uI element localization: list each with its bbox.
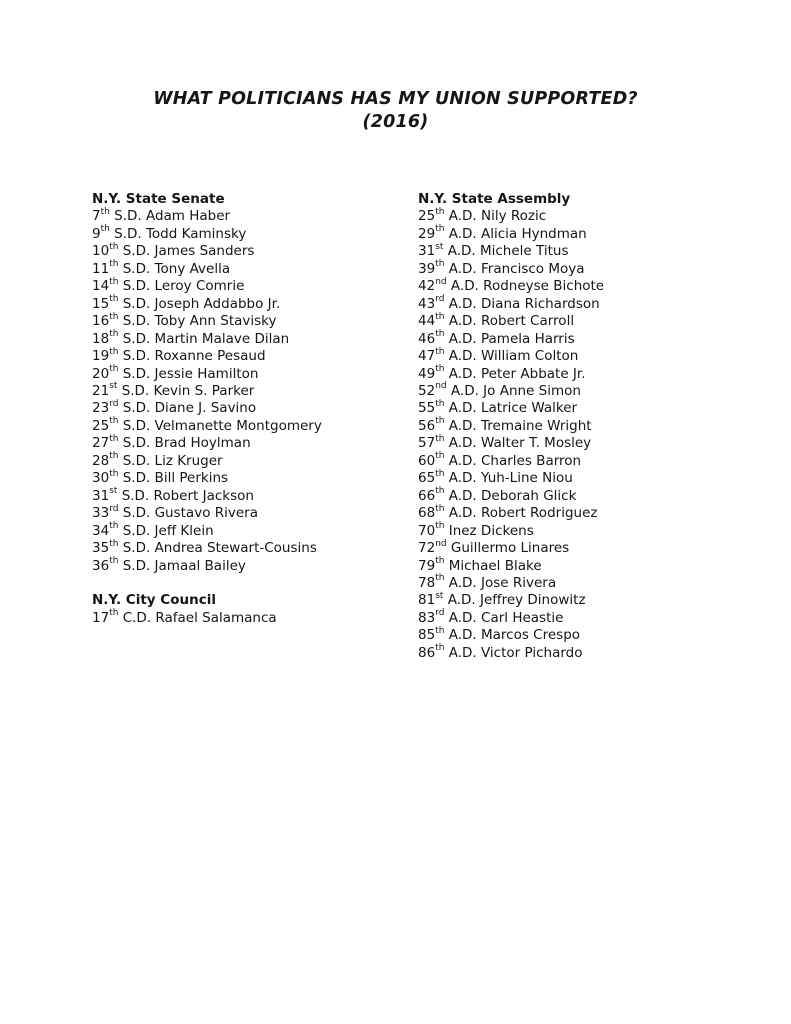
- column-right: [418, 191, 771, 662]
- list-item: [92, 453, 418, 470]
- district-number: 68: [418, 505, 436, 522]
- district-number: 21: [92, 382, 110, 399]
- list-item: [92, 313, 418, 330]
- office-abbr: A.D.: [444, 313, 477, 330]
- office-abbr: S.D.: [118, 400, 151, 417]
- ordinal-suffix: th: [435, 224, 445, 235]
- person-name: Diane J. Savino: [150, 400, 257, 417]
- person-name: Jeffrey Dinowitz: [475, 592, 586, 609]
- document-title: [0, 88, 791, 134]
- office-abbr: S.D.: [118, 348, 151, 365]
- person-name: Gustavo Rivera: [150, 505, 258, 522]
- district-number: 85: [418, 627, 436, 644]
- district-number: 70: [418, 522, 436, 539]
- person-name: Toby Ann Stavisky: [150, 313, 277, 330]
- list-item: [92, 208, 418, 225]
- office-abbr: A.D.: [444, 644, 477, 661]
- person-name: Peter Abbate Jr.: [476, 365, 586, 382]
- district-number: 72: [418, 540, 436, 557]
- office-abbr: A.D.: [444, 435, 477, 452]
- district-number: 30: [92, 470, 110, 487]
- person-name: Velmanette Montgomery: [150, 417, 322, 434]
- office-abbr: A.D.: [444, 627, 477, 644]
- district-number: 15: [92, 295, 110, 312]
- ordinal-suffix: th: [109, 608, 119, 619]
- ordinal-suffix: th: [435, 451, 445, 462]
- person-name: Brad Hoylman: [150, 435, 251, 452]
- ordinal-suffix: rd: [435, 608, 445, 619]
- district-number: 27: [92, 435, 110, 452]
- list-item: [92, 226, 418, 243]
- district-number: 65: [418, 470, 436, 487]
- office-abbr: A.D.: [444, 295, 477, 312]
- person-name: Robert Rodriguez: [476, 505, 598, 522]
- office-abbr: A.D.: [444, 452, 477, 469]
- office-abbr: A.D.: [444, 417, 477, 434]
- person-name: Walter T. Mosley: [476, 435, 592, 452]
- list-item: [418, 558, 771, 575]
- office-abbr: S.D.: [118, 243, 151, 260]
- office-abbr: A.D.: [444, 260, 477, 277]
- person-name: Rodneyse Bichote: [478, 278, 605, 295]
- ordinal-suffix: rd: [435, 294, 445, 305]
- office-abbr: S.D.: [118, 278, 151, 295]
- list-item: [92, 540, 418, 557]
- office-abbr: A.D.: [446, 278, 479, 295]
- district-number: 31: [418, 243, 436, 260]
- ordinal-suffix: th: [435, 259, 445, 270]
- ordinal-suffix: th: [109, 538, 119, 549]
- district-number: 14: [92, 278, 110, 295]
- person-name: Inez Dickens: [444, 522, 534, 539]
- list-item: [92, 400, 418, 417]
- person-name: William Colton: [476, 348, 579, 365]
- title-line-2: (2016): [362, 112, 429, 132]
- person-name: Adam Haber: [141, 208, 231, 225]
- ordinal-suffix: th: [435, 521, 445, 532]
- person-name: Andrea Stewart-Cousins: [150, 540, 317, 557]
- district-number: 19: [92, 348, 110, 365]
- list-item: [418, 575, 771, 592]
- list-item: [418, 453, 771, 470]
- office-abbr: S.D.: [118, 522, 151, 539]
- district-number: 78: [418, 574, 436, 591]
- district-number: 86: [418, 644, 436, 661]
- ordinal-suffix: st: [109, 381, 118, 392]
- list-item: [418, 383, 771, 400]
- district-number: 60: [418, 452, 436, 469]
- column-left: [92, 191, 418, 627]
- list-columns: [92, 191, 771, 662]
- office-abbr: A.D.: [444, 470, 477, 487]
- district-number: 34: [92, 522, 110, 539]
- person-name: Carl Heastie: [476, 609, 564, 626]
- list-item: [418, 348, 771, 365]
- ordinal-suffix: th: [435, 433, 445, 444]
- list-item: [92, 505, 418, 522]
- person-name: Kevin S. Parker: [149, 382, 255, 399]
- list-item: [92, 470, 418, 487]
- list-item: [418, 540, 771, 557]
- list-item: [418, 226, 771, 243]
- district-number: 23: [92, 400, 110, 417]
- district-number: 25: [92, 417, 110, 434]
- district-number: 35: [92, 540, 110, 557]
- district-number: 33: [92, 505, 110, 522]
- ordinal-suffix: th: [435, 398, 445, 409]
- ordinal-suffix: th: [435, 329, 445, 340]
- office-abbr: S.D.: [118, 313, 151, 330]
- person-name: Rafael Salamanca: [151, 609, 277, 626]
- list-item: [418, 418, 771, 435]
- person-name: Martin Malave Dilan: [150, 330, 290, 347]
- ordinal-suffix: nd: [435, 381, 447, 392]
- district-number: 42: [418, 278, 436, 295]
- list-item: [92, 523, 418, 540]
- district-number: 28: [92, 452, 110, 469]
- district-number: 9: [92, 225, 101, 242]
- person-name: Todd Kaminsky: [141, 225, 247, 242]
- list-item: [418, 435, 771, 452]
- district-number: 10: [92, 243, 110, 260]
- district-number: 11: [92, 260, 110, 277]
- ordinal-suffix: th: [109, 556, 119, 567]
- person-name: Tony Avella: [150, 260, 231, 277]
- district-number: 7: [92, 208, 101, 225]
- person-name: James Sanders: [150, 243, 255, 260]
- office-abbr: S.D.: [118, 540, 151, 557]
- ordinal-suffix: st: [435, 241, 444, 252]
- ordinal-suffix: th: [435, 556, 445, 567]
- office-abbr: S.D.: [118, 557, 151, 574]
- list-item: [92, 435, 418, 452]
- person-name: Jose Rivera: [476, 574, 557, 591]
- district-number: 81: [418, 592, 436, 609]
- office-abbr: S.D.: [118, 260, 151, 277]
- person-name: Guillermo Linares: [446, 540, 570, 557]
- ordinal-suffix: th: [109, 276, 119, 287]
- ordinal-suffix: st: [435, 590, 444, 601]
- person-name: Roxanne Pesaud: [150, 348, 266, 365]
- person-name: Latrice Walker: [476, 400, 578, 417]
- list-item: [418, 278, 771, 295]
- district-number: 55: [418, 400, 436, 417]
- list-item: [418, 366, 771, 383]
- person-name: Michele Titus: [475, 243, 569, 260]
- district-number: 66: [418, 487, 436, 504]
- office-abbr: C.D.: [118, 609, 152, 626]
- ordinal-suffix: th: [109, 294, 119, 305]
- list-item: [418, 610, 771, 627]
- person-name: Liz Kruger: [150, 452, 223, 469]
- ordinal-suffix: th: [100, 224, 110, 235]
- office-abbr: A.D.: [444, 400, 477, 417]
- ordinal-suffix: th: [109, 433, 119, 444]
- list-item: [418, 331, 771, 348]
- person-name: Charles Barron: [476, 452, 582, 469]
- office-abbr: A.D.: [443, 592, 476, 609]
- ordinal-suffix: th: [109, 329, 119, 340]
- office-abbr: A.D.: [444, 505, 477, 522]
- person-name: Yuh-Line Niou: [476, 470, 573, 487]
- district-number: 43: [418, 295, 436, 312]
- office-abbr: A.D.: [444, 330, 477, 347]
- office-abbr: S.D.: [118, 330, 151, 347]
- ordinal-suffix: th: [100, 206, 110, 217]
- person-name: Nily Rozic: [476, 208, 547, 225]
- ordinal-suffix: th: [109, 521, 119, 532]
- list-item: [418, 523, 771, 540]
- person-name: Bill Perkins: [150, 470, 229, 487]
- ordinal-suffix: th: [109, 311, 119, 322]
- ordinal-suffix: th: [109, 241, 119, 252]
- list-item: [418, 645, 771, 662]
- district-number: 36: [92, 557, 110, 574]
- person-name: Jamaal Bailey: [150, 557, 246, 574]
- person-name: Tremaine Wright: [476, 417, 592, 434]
- ordinal-suffix: th: [435, 206, 445, 217]
- office-abbr: S.D.: [118, 295, 151, 312]
- list-item: [92, 331, 418, 348]
- list-item: [92, 261, 418, 278]
- list-item: [418, 627, 771, 644]
- list-item: [418, 261, 771, 278]
- office-abbr: S.D.: [118, 505, 151, 522]
- office-abbr: A.D.: [444, 225, 477, 242]
- list-item: [418, 296, 771, 313]
- office-abbr: A.D.: [444, 609, 477, 626]
- person-name: Robert Jackson: [149, 487, 254, 504]
- list-item: [92, 243, 418, 260]
- office-abbr: S.D.: [117, 382, 150, 399]
- ordinal-suffix: th: [435, 643, 445, 654]
- district-number: 57: [418, 435, 436, 452]
- ordinal-suffix: th: [435, 311, 445, 322]
- office-abbr: S.D.: [117, 487, 150, 504]
- office-abbr: A.D.: [444, 208, 477, 225]
- office-abbr: S.D.: [118, 470, 151, 487]
- ordinal-suffix: th: [435, 468, 445, 479]
- ordinal-suffix: th: [435, 346, 445, 357]
- list-item: [418, 243, 771, 260]
- office-abbr: S.D.: [118, 417, 151, 434]
- list-item: [418, 313, 771, 330]
- list-item: [92, 383, 418, 400]
- list-item: [92, 366, 418, 383]
- office-abbr: A.D.: [443, 243, 476, 260]
- ordinal-suffix: th: [435, 573, 445, 584]
- list-item: [418, 470, 771, 487]
- office-abbr: S.D.: [118, 365, 151, 382]
- ordinal-suffix: rd: [109, 503, 119, 514]
- person-name: Marcos Crespo: [476, 627, 581, 644]
- section-n-y-state-assembly: [418, 191, 771, 662]
- district-number: 25: [418, 208, 436, 225]
- section-heading: N.Y. State Assembly: [418, 191, 571, 207]
- person-name: Michael Blake: [444, 557, 542, 574]
- district-number: 16: [92, 313, 110, 330]
- district-number: 29: [418, 225, 436, 242]
- office-abbr: A.D.: [444, 574, 477, 591]
- office-abbr: A.D.: [446, 382, 479, 399]
- ordinal-suffix: th: [435, 364, 445, 375]
- person-name: Leroy Comrie: [150, 278, 245, 295]
- list-item: [418, 592, 771, 609]
- list-item: [92, 296, 418, 313]
- ordinal-suffix: nd: [435, 538, 447, 549]
- district-number: 52: [418, 382, 436, 399]
- ordinal-suffix: th: [109, 346, 119, 357]
- district-number: 31: [92, 487, 110, 504]
- person-name: Diana Richardson: [476, 295, 600, 312]
- list-item: [92, 558, 418, 575]
- list-item: [418, 208, 771, 225]
- office-abbr: S.D.: [109, 208, 142, 225]
- office-abbr: S.D.: [109, 225, 142, 242]
- person-name: Jessie Hamilton: [150, 365, 259, 382]
- list-item: [92, 348, 418, 365]
- district-number: 44: [418, 313, 436, 330]
- ordinal-suffix: nd: [435, 276, 447, 287]
- person-name: Robert Carroll: [476, 313, 575, 330]
- office-abbr: S.D.: [118, 435, 151, 452]
- district-number: 49: [418, 365, 436, 382]
- ordinal-suffix: th: [109, 416, 119, 427]
- section-heading: N.Y. City Council: [92, 592, 216, 609]
- list-item: [92, 610, 418, 627]
- ordinal-suffix: th: [109, 468, 119, 479]
- person-name: Victor Pichardo: [476, 644, 583, 661]
- district-number: 39: [418, 260, 436, 277]
- district-number: 17: [92, 609, 110, 626]
- office-abbr: A.D.: [444, 365, 477, 382]
- list-item: [92, 488, 418, 505]
- district-number: 47: [418, 348, 436, 365]
- ordinal-suffix: th: [435, 503, 445, 514]
- section-n-y-state-senate: [92, 191, 418, 575]
- ordinal-suffix: st: [109, 486, 118, 497]
- section-heading: N.Y. State Senate: [92, 191, 225, 207]
- person-name: Joseph Addabbo Jr.: [150, 295, 281, 312]
- office-abbr: S.D.: [118, 452, 151, 469]
- person-name: Francisco Moya: [476, 260, 585, 277]
- ordinal-suffix: rd: [109, 398, 119, 409]
- district-number: 20: [92, 365, 110, 382]
- district-number: 83: [418, 609, 436, 626]
- person-name: Deborah Glick: [476, 487, 577, 504]
- person-name: Jo Anne Simon: [478, 382, 581, 399]
- office-abbr: A.D.: [444, 487, 477, 504]
- list-item: [92, 278, 418, 295]
- district-number: 18: [92, 330, 110, 347]
- ordinal-suffix: th: [109, 259, 119, 270]
- ordinal-suffix: th: [435, 625, 445, 636]
- list-item: [92, 418, 418, 435]
- district-number: 56: [418, 417, 436, 434]
- list-item: [418, 488, 771, 505]
- district-number: 79: [418, 557, 436, 574]
- district-number: 46: [418, 330, 436, 347]
- office-abbr: A.D.: [444, 348, 477, 365]
- ordinal-suffix: th: [435, 486, 445, 497]
- person-name: Jeff Klein: [150, 522, 214, 539]
- ordinal-suffix: th: [435, 416, 445, 427]
- list-item: [418, 400, 771, 417]
- title-line-1: WHAT POLITICIANS HAS MY UNION SUPPORTED?: [153, 89, 638, 109]
- ordinal-suffix: th: [109, 364, 119, 375]
- section-n-y-city-council: [92, 592, 418, 627]
- ordinal-suffix: th: [109, 451, 119, 462]
- person-name: Alicia Hyndman: [476, 225, 587, 242]
- list-item: [418, 505, 771, 522]
- person-name: Pamela Harris: [476, 330, 575, 347]
